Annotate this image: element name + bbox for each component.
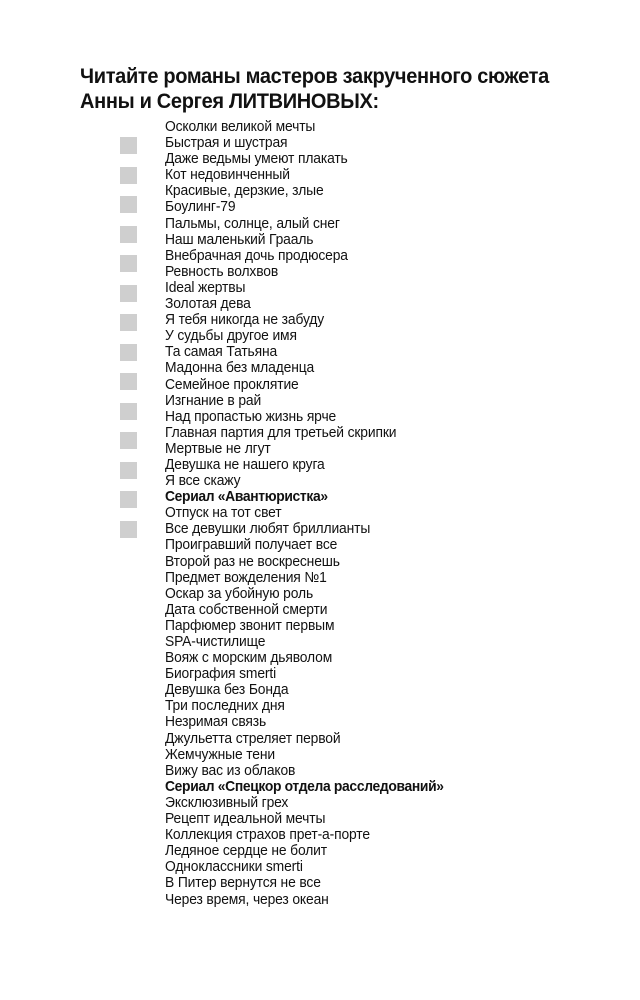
book-title: Эксклюзивный грех xyxy=(165,794,289,811)
book-title: Вояж с морским дьяволом xyxy=(165,650,333,667)
checkbox-square[interactable] xyxy=(120,285,137,302)
book-title: Отпуск на тот свет xyxy=(165,505,282,522)
book-title: Быстрая и шустрая xyxy=(165,135,288,152)
checkbox-square[interactable] xyxy=(120,167,137,184)
checkbox-square[interactable] xyxy=(120,137,137,154)
page-heading xyxy=(80,64,564,114)
book-title: Дата собственной смерти xyxy=(165,601,328,618)
book-title: Я тебя никогда не забуду xyxy=(165,312,325,329)
book-title: Боулинг-79 xyxy=(165,199,236,216)
checkbox-square[interactable] xyxy=(120,462,137,479)
book-title: Коллекция страхов прет-а-порте xyxy=(165,827,370,844)
checkbox-square[interactable] xyxy=(120,491,137,508)
book-title: Рецепт идеальной мечты xyxy=(165,811,326,828)
checkbox-square[interactable] xyxy=(120,373,137,390)
checkbox-square[interactable] xyxy=(120,403,137,420)
series-heading: Сериал «Авантюристка» xyxy=(165,489,328,506)
book-title: Семейное проклятие xyxy=(165,376,299,393)
book-title: Золотая дева xyxy=(165,296,251,313)
book-title: Красивые, дерзкие, злые xyxy=(165,183,324,200)
book-title: Пальмы, солнце, алый снег xyxy=(165,215,340,232)
heading-line-1: Читайте романы мастеров закрученного сюжета xyxy=(80,64,549,88)
checkbox-square[interactable] xyxy=(120,226,137,243)
series-heading: Сериал «Спецкор отдела расследований» xyxy=(165,778,444,795)
book-title: Кот недовинченный xyxy=(165,167,290,184)
checkbox-square[interactable] xyxy=(120,314,137,331)
book-title: Три последних дня xyxy=(165,698,285,715)
book-title: Мадонна без младенца xyxy=(165,360,315,377)
checkbox-column xyxy=(120,137,138,550)
book-title: Главная партия для третьей скрипки xyxy=(165,424,397,441)
book-title: У судьбы другое имя xyxy=(165,328,297,345)
book-title: Жемчужные тени xyxy=(165,746,275,763)
book-title: Девушка не нашего круга xyxy=(165,456,325,473)
book-title: Предмет вожделения №1 xyxy=(165,569,327,586)
book-title: Одноклассники smerti xyxy=(165,859,303,876)
book-title: Джульетта стреляет первой xyxy=(165,730,341,747)
book-title: Наш маленький Грааль xyxy=(165,231,314,248)
book-title: В Питер вернутся не все xyxy=(165,875,321,892)
book-title: Над пропастью жизнь ярче xyxy=(165,408,337,425)
book-title: Незримая связь xyxy=(165,714,267,731)
book-title: Внебрачная дочь продюсера xyxy=(165,247,348,264)
book-title: Все девушки любят бриллианты xyxy=(165,521,371,538)
checkbox-square[interactable] xyxy=(120,521,137,538)
book-title: Ледяное сердце не болит xyxy=(165,843,327,860)
book-title: SPA-чистилище xyxy=(165,634,266,650)
checkbox-square[interactable] xyxy=(120,344,137,361)
book-title: Проигравший получает все xyxy=(165,537,338,554)
book-title: Ревность волхвов xyxy=(165,263,279,280)
book-title: Второй раз не воскреснешь xyxy=(165,553,340,570)
book-title: Парфюмер звонит первым xyxy=(165,617,335,634)
book-title: Девушка без Бонда xyxy=(165,682,289,699)
book-title: Ideal жертвы xyxy=(165,279,246,296)
checkbox-square[interactable] xyxy=(120,255,137,272)
book-list xyxy=(165,119,444,908)
book-title: Та самая Татьяна xyxy=(165,344,278,361)
checkbox-square[interactable] xyxy=(120,196,137,213)
book-title: Биография smerti xyxy=(165,666,277,683)
book-title: Мертвые не лгут xyxy=(165,440,271,457)
book-title: Даже ведьмы умеют плакать xyxy=(165,151,348,168)
book-title: Через время, через океан xyxy=(165,891,329,908)
book-title: Осколки великой мечты xyxy=(165,119,316,135)
book-title: Вижу вас из облаков xyxy=(165,762,296,779)
book-title: Я все скажу xyxy=(165,473,241,490)
book-title: Оскар за убойную роль xyxy=(165,585,314,602)
checkbox-square[interactable] xyxy=(120,432,137,449)
book-title: Изгнание в рай xyxy=(165,392,262,409)
heading-line-2: Анны и Сергея ЛИТВИНОВЫХ: xyxy=(80,89,379,113)
